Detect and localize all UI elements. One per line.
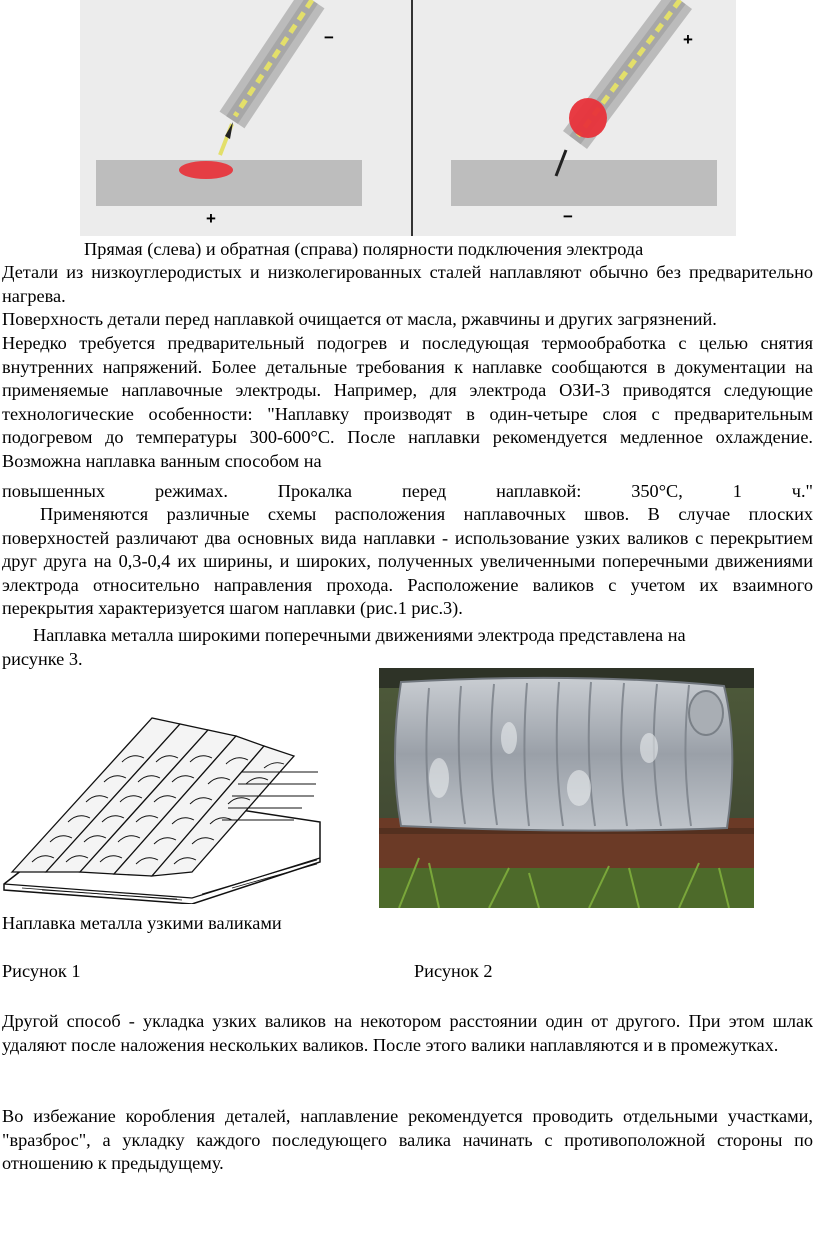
figure-2-photo [379, 668, 754, 908]
paragraph-4: Применяются различные схемы расположения наплавочных швов. В случае плоских поверхностей различают два основных вида наплавки - использование узких валиков с перекрытием друг друга на 0,3-0,4 их ширины, и широких, полученных увеличенными поперечными движениями электрода относительно направления прохода. Расположение валиков с учетом их взаимного перекрытия характеризуется шагом наплавки (рис.1 рис.3). [2, 504, 813, 619]
welded-bar-photo [379, 668, 754, 908]
paragraph-1: Детали из низкоуглеродистых и низколегированных сталей наплавляют обычно без предварительно нагрева. [2, 262, 813, 306]
figure-1-caption: Наплавка металла узкими валиками [2, 913, 282, 933]
polarity-diagram [80, 0, 736, 236]
right-sign-top: + [683, 30, 693, 49]
figure-1-drawing [2, 712, 322, 904]
paragraph-7: Во избежание коробления деталей, наплавление рекомендуется проводить отдельными участками, "вразброс", а укладку каждого последующего валика начинать с противоположной стороны по отношению к предыдущему. [2, 1106, 813, 1174]
narrow-beads-illustration [2, 712, 322, 904]
left-hot-spot [179, 161, 233, 179]
paragraph-6: Другой способ - укладка узких валиков на некотором расстоянии один от другого. При этом шлак удаляют после наложения нескольких валиков. После этого валики наплавляются и в промежутках. [2, 1011, 813, 1055]
paragraph-5-line-2: рисунке 3. [2, 649, 83, 669]
right-sign-bottom: − [563, 207, 573, 226]
figure-1-label: Рисунок 1 [2, 961, 81, 981]
paragraph-3-last-line: повышенных режимах. Прокалка перед наплавкой: 350°С, 1 ч." [2, 481, 813, 501]
polarity-figure [80, 0, 736, 236]
right-workpiece [451, 160, 717, 206]
paragraph-2: Поверхность детали перед наплавкой очищается от масла, ржавчины и других загрязнений. [2, 309, 717, 329]
left-sign-top: − [324, 28, 334, 47]
polarity-caption: Прямая (слева) и обратная (справа) полярности подключения электрода [84, 239, 644, 259]
paragraph-5-line-1: Наплавка металла широкими поперечными движениями электрода представлена на [33, 625, 686, 645]
paragraph-3: Нередко требуется предварительный подогрев и последующая термообработка с целью снятия внутренних напряжений. Более детальные требования к наплавке сообщаются в документации на применяемые наплавочные электроды. Например, для электрода ОЗИ-3 приводятся следующие технологические особенности: "Наплавку производят в один-четыре слоя с предварительным подогревом до температуры 300-600°С. После наплавки рекомендуется медленное охлаждение. Возможна наплавка ванным способом на [2, 333, 813, 471]
right-hot-spot [569, 98, 607, 138]
figure-2-label: Рисунок 2 [414, 961, 493, 981]
left-sign-bottom: + [206, 209, 216, 228]
